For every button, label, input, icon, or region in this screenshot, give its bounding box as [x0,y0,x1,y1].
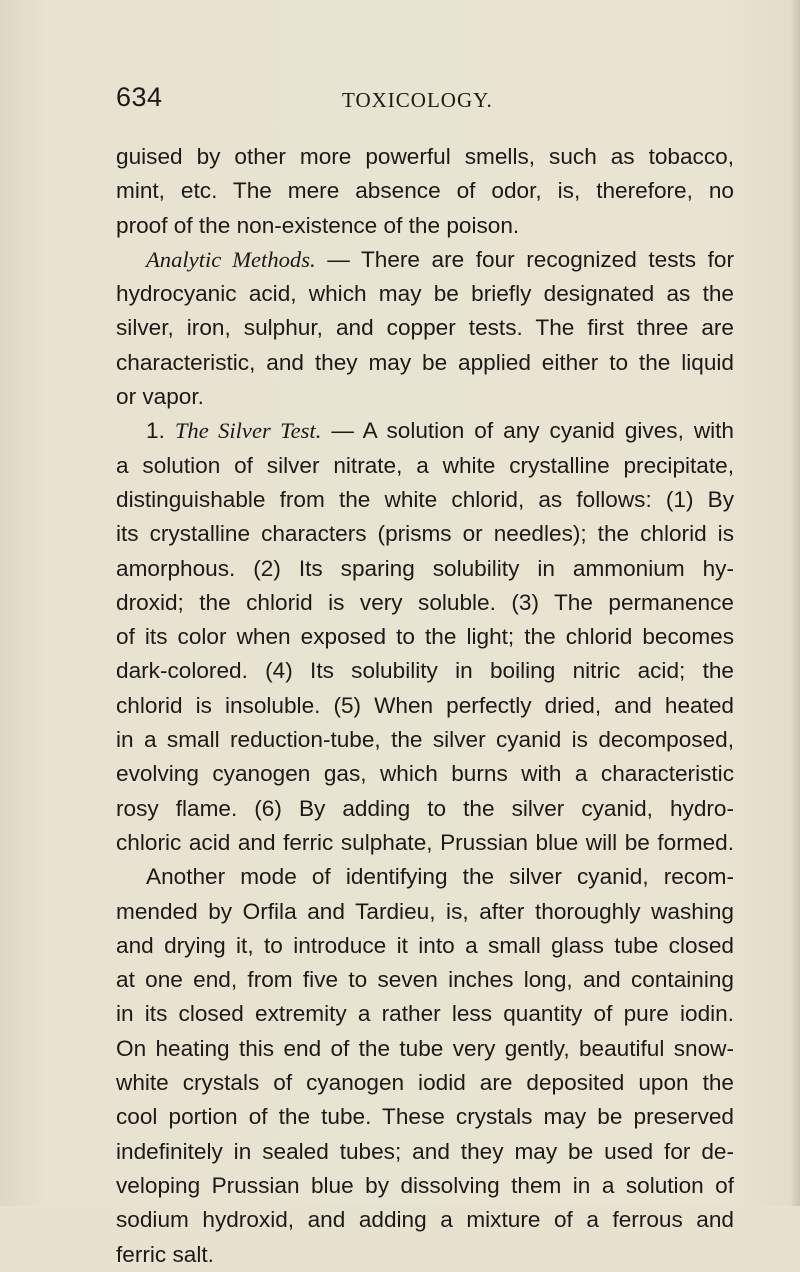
page-edge-shadow [790,0,800,1206]
page-number: 634 [116,82,163,112]
text-line: chloric acid and ferric sulphate, Prussian blue will be formed. [116,829,734,855]
text-line: dark-colored. (4) Its solubility in boiling nitric acid; the [116,658,734,684]
text-line: silver, iron, sulphur, and copper tests. The first three are [116,315,734,341]
text-line: a solution of silver nitrate, a white crystalline precipitate, [116,452,734,478]
text-line: of its color when exposed to the light; the chlorid becomes [116,624,734,650]
analytic-intro-text: — There are four recognized tests for [315,246,734,272]
text-line: characteristic, and they may be applied either to the liquid [116,349,734,375]
text-line: mint, etc. The mere absence of odor, is, therefore, no [116,178,734,204]
text-line: in a small reduction-tube, the silver cyanid is decomposed, [116,727,734,753]
body-text [116,140,734,1272]
section-heading-silver-test: The Silver Test. [174,418,322,444]
text-line: distinguishable from the white chlorid, as follows: (1) By [116,486,734,512]
text-line: evolving cyanogen gas, which burns with a characteristic [116,761,734,787]
running-head: TOXICOLOGY. [342,88,493,112]
text-line: proof of the non-existence of the poison. [116,212,520,238]
text-line: veloping Prussian blue by dissolving them in a solution of [116,1172,734,1198]
text-line: Another mode of identifying the silver cyanid, recom- [146,864,734,890]
text-line: On heating this end of the tube very gently, beautiful snow- [116,1035,734,1061]
text-line: indefinitely in sealed tubes; and they may be used for de- [116,1138,734,1164]
page-header [116,82,736,122]
text-line: ferric salt. [116,1241,214,1267]
text-line: mended by Orfila and Tardieu, is, after thoroughly washing [116,898,734,924]
text-line: rosy flame. (6) By adding to the silver cyanid, hydro- [116,795,734,821]
text-line: amorphous. (2) Its sparing solubility in ammonium hy- [116,555,734,581]
text-line: hydrocyanic acid, which may be briefly designated as the [116,281,734,307]
text-line: at one end, from five to seven inches long, and containing [116,967,734,993]
text-line: and drying it, to introduce it into a small glass tube closed [116,932,734,958]
text-line: its crystalline characters (prisms or needles); the chlorid is [116,521,734,547]
text-line-analytic [116,243,734,277]
text-line: white crystals of cyanogen iodid are deposited upon the [116,1070,734,1096]
text-line: in its closed extremity a rather less quantity of pure iodin. [116,1001,734,1027]
test-number: 1. [146,418,175,444]
text-line: droxid; the chlorid is very soluble. (3) The permanence [116,589,734,615]
text-line: guised by other more powerful smells, such as tobacco, [116,144,734,169]
text-line: cool portion of the tube. These crystals may be preserved [116,1104,734,1130]
text-line-silver-test [116,414,734,448]
text-line: chlorid is insoluble. (5) When perfectly dried, and heated [116,692,734,718]
text-line: or vapor. [116,384,204,410]
silver-test-intro-text: — A solution of any cyanid gives, with [321,418,734,444]
text-line: sodium hydroxid, and adding a mixture of a ferrous and [116,1207,734,1233]
section-heading-analytic-methods: Analytic Methods. [146,246,316,272]
